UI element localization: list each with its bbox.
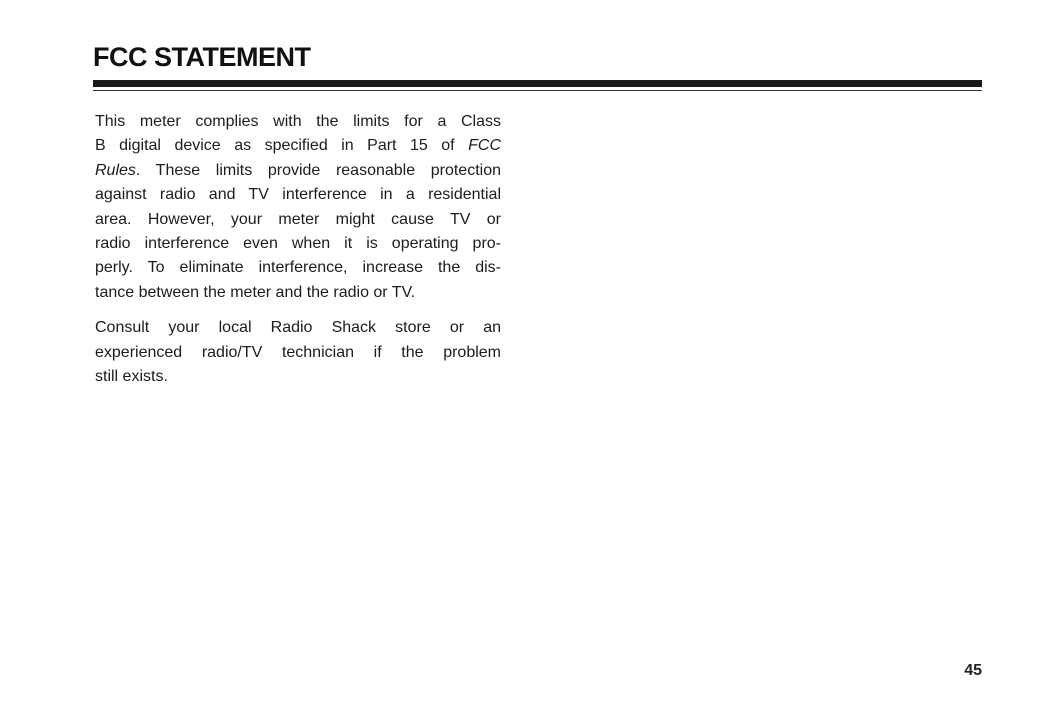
text-line: tance between the meter and the radio or TV. [95,283,416,301]
paragraph-compliance [95,110,501,305]
italic-run: Rules [95,161,136,179]
text-line: B digital device as specified in Part 15 of FCC [95,137,501,155]
text-line: This meter complies with the limits for a Class [95,113,501,130]
text-line: Consult your local Radio Shack store or an [95,319,501,337]
statement-body [95,110,501,400]
title-rule-thin [93,90,982,91]
text-line: experienced radio/TV technician if the problem [95,343,501,361]
page-number: 45 [964,662,982,679]
text-line: against radio and TV interference in a residential [95,186,501,204]
text-line: radio interference even when it is operating pro- [95,235,501,253]
text-line: perly. To eliminate interference, increase the dis- [95,259,501,277]
text-line: area. However, your meter might cause TV or [95,210,501,228]
italic-run: FCC [468,137,501,155]
text-line: still exists. [95,368,168,386]
text-line: Rules. These limits provide reasonable protection [95,161,501,179]
title-rule-thick [93,80,982,87]
page-title: FCC STATEMENT [93,42,311,72]
paragraph-consult [95,316,501,389]
